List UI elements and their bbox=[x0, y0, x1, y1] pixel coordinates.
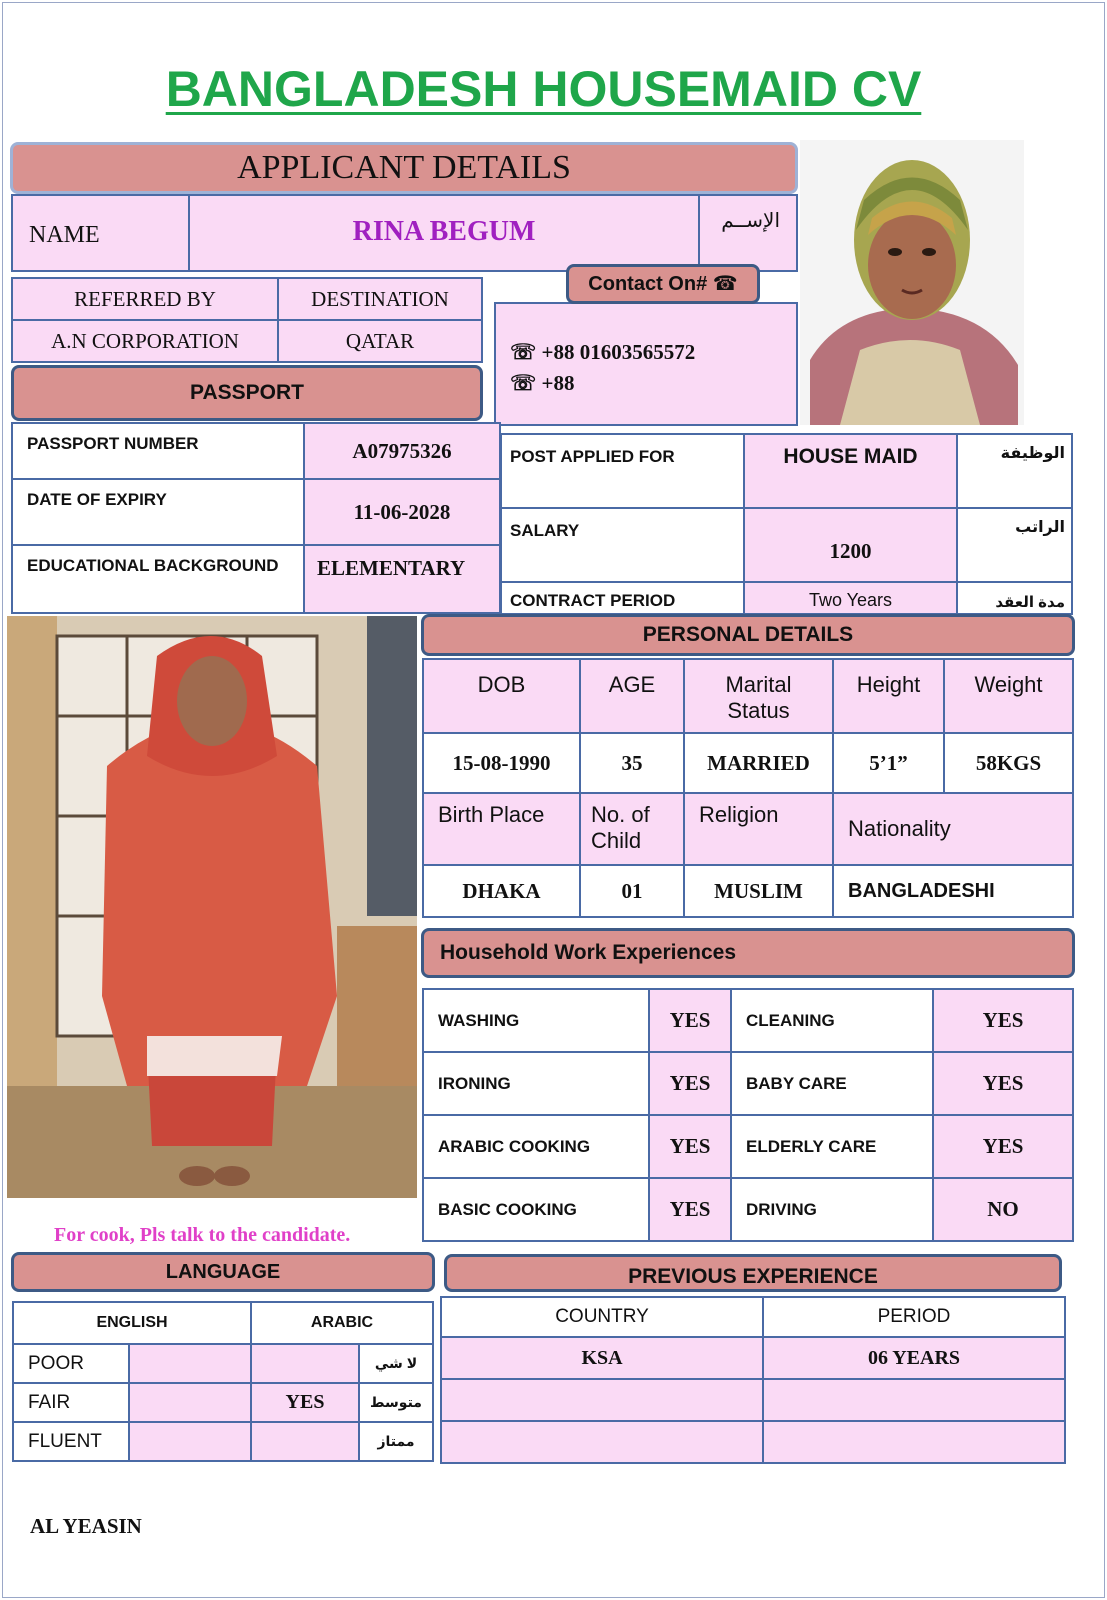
portrait-photo bbox=[800, 140, 1024, 425]
full-body-photo bbox=[7, 616, 417, 1198]
household-skill: WASHING bbox=[423, 989, 649, 1052]
applicant-details-header: APPLICANT DETAILS bbox=[10, 142, 798, 194]
height-value: 5’1” bbox=[833, 733, 944, 793]
household-value: YES bbox=[649, 1115, 731, 1178]
age-label: AGE bbox=[580, 659, 684, 733]
weight-value: 58KGS bbox=[944, 733, 1073, 793]
col-english: ENGLISH bbox=[13, 1302, 251, 1344]
contract-value: Two Years bbox=[744, 582, 957, 614]
col-country: COUNTRY bbox=[441, 1297, 763, 1337]
language-header: LANGUAGE bbox=[11, 1252, 435, 1292]
previous-row bbox=[441, 1421, 1065, 1463]
referred-value: A.N CORPORATION bbox=[12, 320, 278, 362]
col-period: PERIOD bbox=[763, 1297, 1065, 1337]
previous-row bbox=[441, 1337, 1065, 1379]
dob-value: 15-08-1990 bbox=[423, 733, 580, 793]
passport-number-value: A07975326 bbox=[304, 423, 500, 479]
destination-value: QATAR bbox=[278, 320, 482, 362]
religion-value: MUSLIM bbox=[684, 865, 833, 917]
previous-country: KSA bbox=[441, 1337, 763, 1379]
education-label: EDUCATIONAL BACKGROUND bbox=[12, 545, 304, 613]
portrait-illustration bbox=[800, 140, 1024, 425]
language-english-value bbox=[129, 1383, 251, 1422]
household-skill: ARABIC COOKING bbox=[423, 1115, 649, 1178]
nationality-label: Nationality bbox=[833, 793, 1073, 865]
phone-icon: ☏ bbox=[510, 340, 537, 364]
post-value: HOUSE MAID bbox=[744, 434, 957, 508]
language-level: POOR bbox=[13, 1344, 129, 1383]
children-value: 01 bbox=[580, 865, 684, 917]
applicant-name: RINA BEGUM bbox=[352, 216, 536, 247]
household-value: NO bbox=[933, 1178, 1073, 1241]
language-row bbox=[13, 1383, 433, 1422]
language-arabic-value bbox=[251, 1344, 359, 1383]
passport-number-label: PASSPORT NUMBER bbox=[12, 423, 304, 479]
language-arabic-label: متوسط bbox=[359, 1383, 433, 1422]
household-skill: IRONING bbox=[423, 1052, 649, 1115]
expiry-label: DATE OF EXPIRY bbox=[12, 479, 304, 545]
previous-period bbox=[763, 1421, 1065, 1463]
name-arabic-cell: الإســم bbox=[698, 194, 798, 272]
household-value: YES bbox=[933, 989, 1073, 1052]
household-value: YES bbox=[933, 1115, 1073, 1178]
household-row bbox=[423, 989, 1073, 1052]
language-row bbox=[13, 1344, 433, 1383]
age-value: 35 bbox=[580, 733, 684, 793]
household-skill: BABY CARE bbox=[731, 1052, 933, 1115]
household-value: YES bbox=[649, 1178, 731, 1241]
language-arabic-value bbox=[251, 1422, 359, 1461]
passport-header: PASSPORT bbox=[11, 365, 483, 421]
phone-1: ☏ +88 01603565572 bbox=[510, 340, 696, 364]
previous-experience-header: PREVIOUS EXPERIENCE bbox=[444, 1254, 1062, 1292]
expiry-value: 11-06-2028 bbox=[304, 479, 500, 545]
language-arabic-label: ممتاز bbox=[359, 1422, 433, 1461]
marital-value: MARRIED bbox=[684, 733, 833, 793]
birthplace-value: DHAKA bbox=[423, 865, 580, 917]
household-skill: ELDERLY CARE bbox=[731, 1115, 933, 1178]
household-value: YES bbox=[649, 989, 731, 1052]
telephone-icon: ☎ bbox=[712, 273, 738, 295]
footer-signature: AL YEASIN bbox=[30, 1514, 142, 1538]
salary-value: 1200 bbox=[744, 508, 957, 582]
language-english-value bbox=[129, 1422, 251, 1461]
household-row bbox=[423, 1115, 1073, 1178]
previous-period: 06 YEARS bbox=[763, 1337, 1065, 1379]
marital-label: Marital Status bbox=[684, 659, 833, 733]
contact-header: Contact On# ☎ bbox=[566, 264, 760, 304]
full-body-illustration bbox=[7, 616, 417, 1198]
language-arabic-label: لا شي bbox=[359, 1344, 433, 1383]
language-arabic-value: YES bbox=[251, 1383, 359, 1422]
birthplace-label: Birth Place bbox=[423, 793, 580, 865]
household-table bbox=[422, 988, 1074, 1242]
passport-table bbox=[11, 422, 501, 614]
language-english-value bbox=[129, 1344, 251, 1383]
contract-label: CONTRACT PERIOD bbox=[501, 582, 744, 614]
household-skill: CLEANING bbox=[731, 989, 933, 1052]
cook-note: For cook, Pls talk to the candidate. bbox=[54, 1224, 351, 1246]
phone-icon: ☏ bbox=[510, 371, 537, 395]
referral-table bbox=[11, 277, 483, 363]
referred-label: REFERRED BY bbox=[12, 278, 278, 320]
previous-country bbox=[441, 1421, 763, 1463]
contract-arabic: مدة العقد bbox=[957, 582, 1072, 614]
name-value-cell bbox=[188, 194, 700, 272]
job-table bbox=[500, 433, 1073, 615]
household-header: Household Work Experiences bbox=[421, 928, 1075, 978]
language-level: FAIR bbox=[13, 1383, 129, 1422]
page-title: BANGLADESH HOUSEMAID CV bbox=[165, 61, 922, 117]
previous-period bbox=[763, 1379, 1065, 1421]
previous-row bbox=[441, 1379, 1065, 1421]
household-value: YES bbox=[933, 1052, 1073, 1115]
language-row bbox=[13, 1422, 433, 1461]
household-row bbox=[423, 1052, 1073, 1115]
household-skill: BASIC COOKING bbox=[423, 1178, 649, 1241]
language-table bbox=[12, 1301, 434, 1462]
salary-arabic: الراتب bbox=[957, 508, 1072, 582]
destination-label: DESTINATION bbox=[278, 278, 482, 320]
children-label: No. of Child bbox=[580, 793, 684, 865]
household-skill: DRIVING bbox=[731, 1178, 933, 1241]
post-arabic: الوظيفة bbox=[957, 434, 1072, 508]
post-label: POST APPLIED FOR bbox=[501, 434, 744, 508]
personal-table bbox=[422, 658, 1074, 918]
nationality-value: BANGLADESHI bbox=[833, 865, 1073, 917]
personal-details-header: PERSONAL DETAILS bbox=[421, 614, 1075, 656]
religion-label: Religion bbox=[684, 793, 833, 865]
dob-label: DOB bbox=[423, 659, 580, 733]
height-label: Height bbox=[833, 659, 944, 733]
previous-table bbox=[440, 1296, 1066, 1464]
previous-country bbox=[441, 1379, 763, 1421]
household-row bbox=[423, 1178, 1073, 1241]
col-arabic: ARABIC bbox=[251, 1302, 433, 1344]
contact-box bbox=[494, 302, 798, 426]
weight-label: Weight bbox=[944, 659, 1073, 733]
education-value: ELEMENTARY bbox=[304, 545, 500, 613]
salary-label: SALARY bbox=[501, 508, 744, 582]
name-label-cell: NAME bbox=[11, 194, 190, 272]
phone-2: ☏ +88 bbox=[510, 371, 575, 395]
language-level: FLUENT bbox=[13, 1422, 129, 1461]
household-value: YES bbox=[649, 1052, 731, 1115]
